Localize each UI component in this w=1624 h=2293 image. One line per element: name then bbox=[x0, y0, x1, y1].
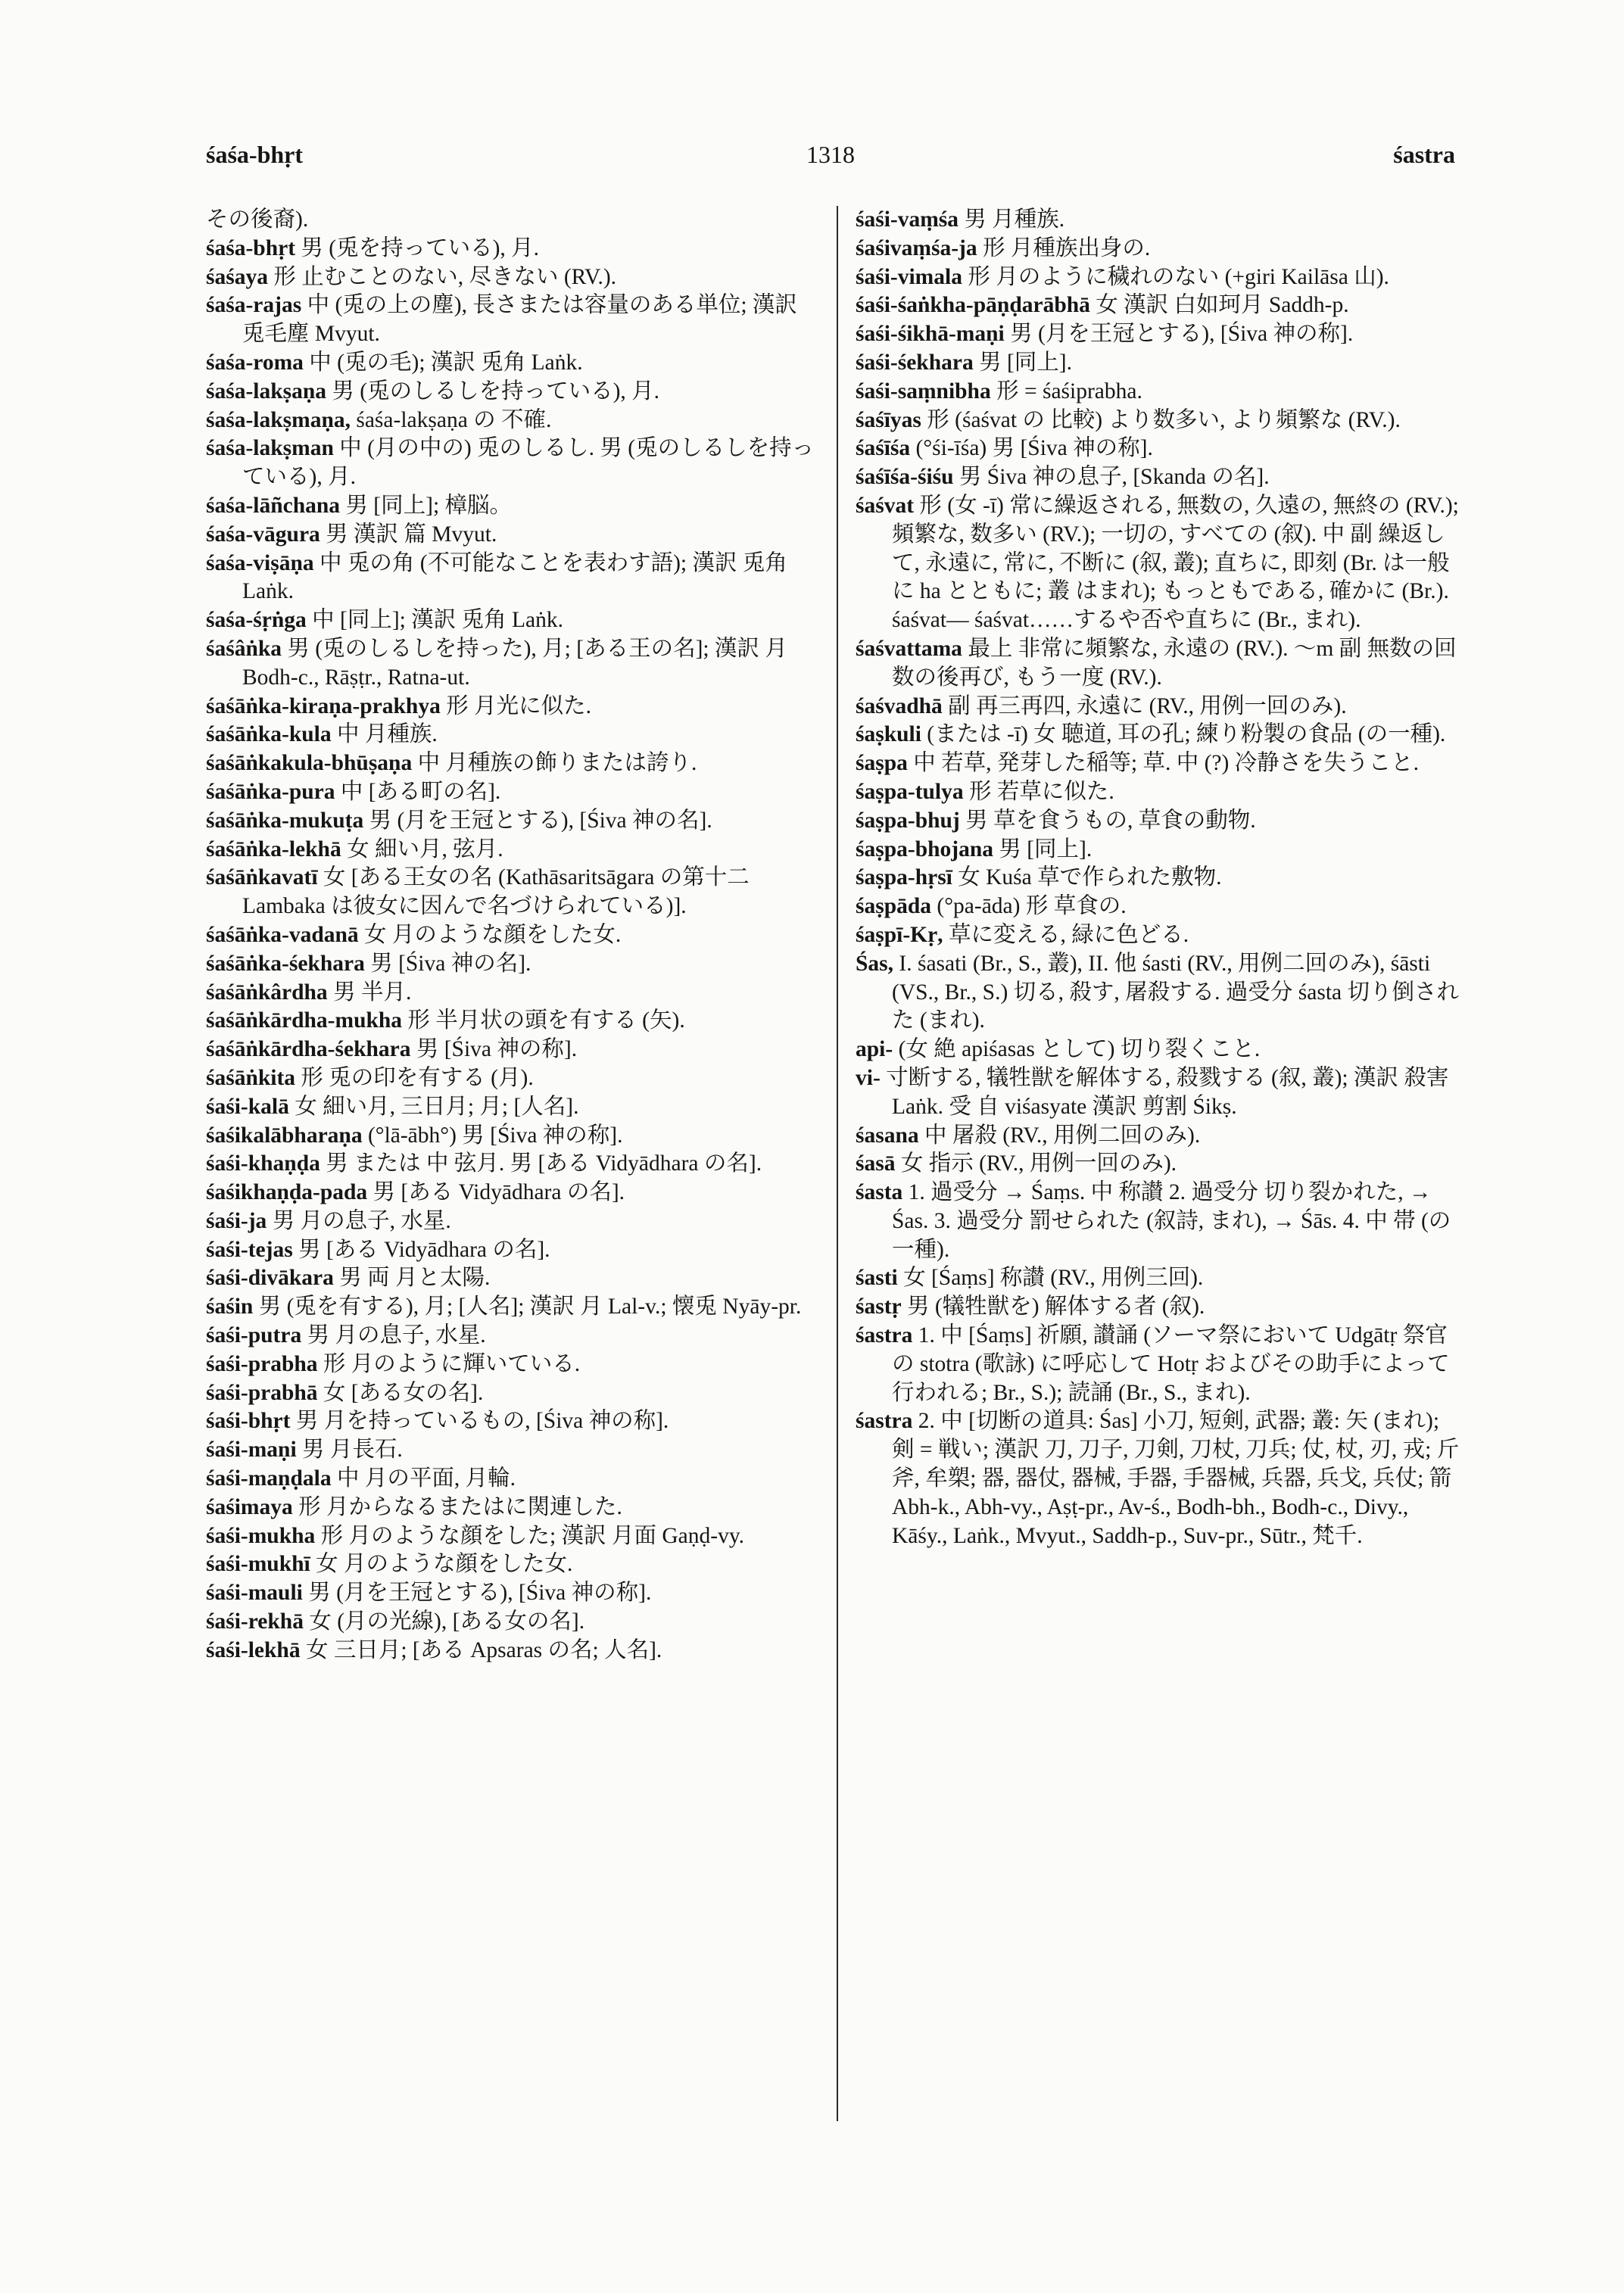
definition: 中 (月の中の) 兎のしるし. 男 (兎のしるしを持っている), 月. bbox=[242, 436, 815, 490]
headword: śaśi-vaṃśa bbox=[856, 207, 959, 232]
dictionary-entry bbox=[856, 407, 1465, 435]
dictionary-entry bbox=[206, 807, 819, 836]
dictionary-entry bbox=[206, 1179, 819, 1207]
headword: śaśi-lekhā bbox=[206, 1637, 301, 1662]
definition: 男 (兎を有する), 月; [人名]; 漢訳 月 Lal-v.; 懐兎 Nyāy-pr. bbox=[258, 1294, 802, 1319]
dictionary-entry bbox=[206, 1522, 819, 1551]
dictionary-entry bbox=[206, 1064, 819, 1093]
definition: 形 月のように輝いている. bbox=[323, 1351, 581, 1376]
dictionary-entry bbox=[856, 1322, 1465, 1407]
dictionary-entry bbox=[856, 721, 1465, 749]
definition: 男 (犠牲獣を) 解体する者 (叙). bbox=[907, 1294, 1205, 1319]
dictionary-entry bbox=[856, 206, 1465, 235]
headword: śaśi-vimala bbox=[856, 264, 962, 289]
dictionary-entry bbox=[206, 1465, 819, 1494]
definition: 形 月のように穢れのない (+giri Kailāsa 山). bbox=[968, 264, 1389, 289]
definition: 中 屠殺 (RV., 用例二回のみ). bbox=[924, 1123, 1201, 1148]
left-column bbox=[206, 206, 819, 1665]
definition: 女 Kuśa 草で作られた敷物. bbox=[958, 865, 1222, 890]
headword: śaṣpāda bbox=[856, 894, 932, 919]
headword: śaśāṅka-pura bbox=[206, 779, 335, 804]
definition: 形 月光に似た. bbox=[446, 693, 591, 718]
left-guide-word: śaśa-bhṛt bbox=[206, 141, 304, 168]
definition: 中 月種族. bbox=[336, 722, 438, 747]
dictionary-entry bbox=[856, 378, 1465, 407]
dictionary-entry bbox=[206, 435, 819, 492]
headword: śaśa-viṣāṇa bbox=[206, 550, 314, 575]
headword: śaśi-prabha bbox=[206, 1351, 318, 1376]
definition: 女 月のような顔をした女. bbox=[364, 922, 622, 947]
definition: 形 = śaśiprabha. bbox=[996, 379, 1142, 403]
definition: その後裔). bbox=[206, 207, 309, 232]
dictionary-entry bbox=[206, 521, 819, 550]
definition: 男 月の息子, 水星. bbox=[307, 1323, 486, 1348]
dictionary-entry bbox=[206, 1351, 819, 1379]
definition: (°pa-āda) 形 草食の. bbox=[937, 894, 1127, 919]
headword: śaśvat bbox=[856, 493, 915, 518]
headword: śaśi-putra bbox=[206, 1323, 302, 1348]
headword: śaśi-tejas bbox=[206, 1237, 293, 1262]
dictionary-entry bbox=[856, 1122, 1465, 1151]
dictionary-entry bbox=[206, 950, 819, 979]
definition: 男 または 中 弦月. 男 [ある Vidyādhara の名]. bbox=[326, 1151, 762, 1176]
dictionary-entry bbox=[206, 1550, 819, 1579]
headword: śaśāṅka-vadanā bbox=[206, 922, 359, 947]
headword: śasā bbox=[856, 1151, 896, 1176]
dictionary-entry bbox=[206, 1293, 819, 1322]
headword: śaśa-lāñchana bbox=[206, 493, 341, 518]
definition: 女 [ある王女の名 (Kathāsaritsāgara の第十二 Lambaka は彼女に因んで名づけられている)]. bbox=[242, 865, 750, 919]
dictionary-entry bbox=[206, 291, 819, 349]
headword: śaśāṅka-śekhara bbox=[206, 951, 365, 976]
dictionary-entry bbox=[206, 1608, 819, 1637]
headword: vi- bbox=[856, 1065, 881, 1090]
headword: śaśimaya bbox=[206, 1494, 293, 1519]
headword: śaśīyas bbox=[856, 407, 921, 432]
definition: śaśa-lakṣaṇa の 不確. bbox=[356, 407, 552, 432]
headword: śaṣpa-bhojana bbox=[856, 837, 993, 861]
dictionary-entry bbox=[856, 1293, 1465, 1322]
headword: śaśi-khaṇḍa bbox=[206, 1151, 320, 1176]
definition: 形 月種族出身の. bbox=[982, 235, 1151, 260]
headword: śaśāṅkārdha-śekhara bbox=[206, 1037, 411, 1062]
headword: śaṣpī-Kṛ, bbox=[856, 922, 943, 947]
right-column bbox=[856, 206, 1465, 1550]
definition: 男 草を食うもの, 草食の動物. bbox=[965, 808, 1256, 833]
definition: 女 (月の光線), [ある女の名]. bbox=[309, 1609, 585, 1634]
dictionary-entry bbox=[206, 492, 819, 521]
definition: 女 [Śaṃs] 称讃 (RV., 用例三回). bbox=[903, 1266, 1204, 1291]
dictionary-entry bbox=[206, 1264, 819, 1293]
dictionary-entry bbox=[206, 1236, 819, 1265]
headword: śaśi-mukha bbox=[206, 1523, 316, 1548]
definition: 男 (月を王冠とする), [Śiva 神の称]. bbox=[308, 1581, 652, 1606]
dictionary-entry bbox=[856, 1064, 1465, 1122]
headword: śaśi-ja bbox=[206, 1208, 267, 1233]
dictionary-entry bbox=[206, 1637, 819, 1665]
headword: śastṛ bbox=[856, 1294, 902, 1319]
definition: 男 [同上]. bbox=[999, 837, 1093, 861]
definition: 中 [ある町の名]. bbox=[340, 779, 501, 804]
headword: śaśvattama bbox=[856, 636, 962, 661]
definition: 形 (śaśvat の 比較) より数多い, より頻繁な (RV.). bbox=[927, 407, 1401, 432]
dictionary-entry bbox=[856, 1036, 1465, 1064]
headword: śaśa-rajas bbox=[206, 293, 302, 318]
definition: 形 月からなるまたはに関連した. bbox=[298, 1494, 622, 1519]
dictionary-entry bbox=[206, 864, 819, 921]
headword: śaṣpa-bhuj bbox=[856, 808, 960, 833]
dictionary-entry bbox=[206, 836, 819, 865]
definition: 中 (兎の上の塵), 長さまたは容量のある単位; 漢訳 兎毛塵 Mvyut. bbox=[242, 293, 797, 347]
definition: 中 (兎の毛); 漢訳 兎角 Laṅk. bbox=[309, 350, 583, 375]
headword: śaśāṅkavatī bbox=[206, 865, 318, 890]
headword: śaśi-maṇḍala bbox=[206, 1466, 332, 1491]
dictionary-entry bbox=[856, 693, 1465, 721]
definition: 形 兎の印を有する (月). bbox=[301, 1065, 534, 1090]
headword: śaśi-divākara bbox=[206, 1266, 334, 1291]
headword: śaśaya bbox=[206, 264, 268, 289]
headword: śaśāṅkārdha-mukha bbox=[206, 1008, 403, 1033]
definition: 形 止むことのない, 尽きない (RV.). bbox=[273, 264, 617, 289]
headword: śaśāṅkita bbox=[206, 1065, 296, 1090]
headword: śasta bbox=[856, 1180, 903, 1205]
headword: śaṣpa-hṛsī bbox=[856, 865, 952, 890]
definition: (または -ī) 女 聴道, 耳の孔; 練り粉製の食品 (の一種). bbox=[927, 722, 1446, 747]
dictionary-entry bbox=[206, 1007, 819, 1036]
headword: śaśi-śaṅkha-pāṇḍarābhā bbox=[856, 293, 1090, 318]
page-header bbox=[206, 141, 1455, 179]
headword: śaśāṅkârdha bbox=[206, 980, 328, 1005]
dictionary-entry bbox=[856, 320, 1465, 349]
definition: 男 [Śiva 神の称]. bbox=[416, 1037, 578, 1062]
definition: 女 [ある女の名]. bbox=[323, 1380, 484, 1405]
dictionary-entry bbox=[206, 1093, 819, 1122]
headword: śaśāṅka-kula bbox=[206, 722, 332, 747]
dictionary-entry bbox=[856, 435, 1465, 463]
definition: 女 指示 (RV., 用例一回のみ). bbox=[900, 1151, 1177, 1176]
headword: śaśi-kalā bbox=[206, 1094, 289, 1119]
definition: 男 [Śiva 神の名]. bbox=[370, 951, 531, 976]
headword: śasana bbox=[856, 1123, 919, 1148]
dictionary-entry bbox=[206, 1407, 819, 1436]
dictionary-entry bbox=[856, 235, 1465, 263]
headword: śaśa-roma bbox=[206, 350, 304, 375]
definition: 男 Śiva 神の息子, [Skanda の名]. bbox=[959, 465, 1270, 490]
dictionary-entry bbox=[856, 1407, 1465, 1550]
definition: 男 (兎のしるしを持った), 月; [ある王の名]; 漢訳 月 Bodh-c., Rāṣṭr., Ratna-ut. bbox=[242, 636, 787, 690]
headword: śaṣpa bbox=[856, 751, 908, 776]
dictionary-entry bbox=[856, 291, 1465, 320]
headword: śaśāṅka-kiraṇa-prakhya bbox=[206, 693, 441, 718]
headword: śaśi-śikhā-maṇi bbox=[856, 322, 1005, 347]
definition: 女 細い月, 三日月; 月; [人名]. bbox=[295, 1094, 579, 1119]
dictionary-entry bbox=[206, 263, 819, 292]
headword: śaśāṅka-lekhā bbox=[206, 837, 341, 861]
headword: śaśa-vāgura bbox=[206, 522, 320, 547]
headword: śaśikhaṇḍa-pada bbox=[206, 1180, 368, 1205]
definition: 男 両 月と太陽. bbox=[339, 1266, 491, 1291]
headword: śaṣpa-tulya bbox=[856, 779, 964, 804]
headword: śaśvadhā bbox=[856, 693, 943, 718]
dictionary-entry bbox=[206, 1036, 819, 1064]
right-guide-word: śastra bbox=[1393, 141, 1455, 168]
definition: 男 [ある Vidyādhara の名]. bbox=[298, 1237, 550, 1262]
headword: śaṣkuli bbox=[856, 722, 921, 747]
definition: 形 月のような顔をした; 漢訳 月面 Gaṇḍ-vy. bbox=[320, 1523, 745, 1548]
dictionary-entry bbox=[206, 979, 819, 1008]
dictionary-entry bbox=[856, 1150, 1465, 1179]
definition: 男 (月を王冠とする), [Śiva 神の名]. bbox=[369, 808, 712, 833]
dictionary-entry bbox=[206, 407, 819, 435]
headword: śaśi-saṃnibha bbox=[856, 379, 991, 403]
headword: śaśâṅka bbox=[206, 636, 282, 661]
definition: (女 絶 apiśasas として) 切り裂くこと. bbox=[898, 1037, 1261, 1062]
dictionary-entry bbox=[206, 235, 819, 263]
headword: śaśīśa-śiśu bbox=[856, 465, 954, 490]
definition: 中 若草, 発芽した稲等; 草. 中 (?) 冷静さを失うこと. bbox=[913, 751, 1420, 776]
dictionary-entry bbox=[206, 550, 819, 607]
definition: 1. 過受分 → Śaṃs. 中 称讃 2. 過受分 切り裂かれた, → Śas. 3. 過受分 罰せられた (叙詩, まれ), → Śās. 4. 中 帯 (の一種). bbox=[892, 1180, 1451, 1262]
definition: 中 兎の角 (不可能なことを表わす語); 漢訳 兎角 Laṅk. bbox=[242, 550, 787, 604]
definition: 男 半月. bbox=[333, 980, 412, 1005]
definition: 男 月長石. bbox=[302, 1438, 403, 1463]
dictionary-entry bbox=[206, 1379, 819, 1408]
definition: 男 (兎を持っている), 月. bbox=[301, 235, 540, 260]
definition: 2. 中 [切断の道具: Śas] 小刀, 短剣, 武器; 叢: 矢 (まれ); 剣 = 戦い; 漢訳 刀, 刀子, 刀剣, 刀杖, 刀兵; 仗, 杖, 刃, 戎; 斤斧, 牟槊; 器, 器仗, 器械, 手器, 手器械, 兵器, 兵戈, 兵仗; 箭 Abh-k., Abh-vy., Aṣṭ-pr., Av-ś., Bodh-bh., Bodh-c., Divy., Kāśy., Laṅk., Mvyut., Saddh-p., Suv-pr., Sūtr., 梵千. bbox=[892, 1409, 1460, 1548]
dictionary-entry bbox=[856, 1179, 1465, 1264]
dictionary-entry bbox=[856, 921, 1465, 950]
dictionary-entry bbox=[856, 864, 1465, 893]
headword: śaśi-mauli bbox=[206, 1581, 303, 1606]
definition: 形 (女 -ī) 常に繰返される, 無数の, 久遠の, 無終の (RV.); 頻繁な, 数多い (RV.); 一切の, すべての (叙). 中 副 繰返して, 永遠に, 常に, 不断に (叙, 叢); 直ちに, 即刻 (Br. は一般に ha とともに; 叢 はまれ); もっともである, 確かに (Br.). śaśvat— śaśvat……するや否や直ちに (Br., まれ). bbox=[892, 493, 1459, 633]
headword: śaśīśa bbox=[856, 436, 911, 461]
headword: śaśa-śṛṅga bbox=[206, 608, 307, 633]
headword: śastra bbox=[856, 1323, 913, 1348]
definition: 寸断する, 犠牲獣を解体する, 殺戮する (叙, 叢); 漢訳 殺害 Laṅk. 受 自 viśasyate 漢訳 剪割 Śikṣ. bbox=[886, 1065, 1449, 1119]
headword: śaśi-mukhī bbox=[206, 1552, 310, 1577]
definition: 男 [同上]. bbox=[979, 350, 1072, 375]
headword: śasti bbox=[856, 1266, 898, 1291]
definition: 女 月のような顔をした女. bbox=[316, 1552, 573, 1577]
dictionary-entry bbox=[856, 893, 1465, 921]
definition: 形 若草に似た. bbox=[969, 779, 1114, 804]
dictionary-entry bbox=[206, 1207, 819, 1236]
dictionary-entry bbox=[856, 349, 1465, 378]
definition: 男 漢訳 篇 Mvyut. bbox=[326, 522, 497, 547]
dictionary-entry bbox=[206, 778, 819, 807]
headword: śastra bbox=[856, 1409, 913, 1434]
headword: śaśikalābharaṇa bbox=[206, 1123, 363, 1148]
dictionary-entry bbox=[206, 1494, 819, 1522]
headword: api- bbox=[856, 1037, 893, 1062]
definition: I. śasati (Br., S., 叢), II. 他 śasti (RV., 用例二回のみ), śāsti (VS., Br., S.) 切る, 殺す, 屠殺する. 過受分 śasta 切り倒された (まれ). bbox=[892, 951, 1459, 1033]
dictionary-entry bbox=[206, 349, 819, 378]
dictionary-entry bbox=[856, 1264, 1465, 1293]
dictionary-entry bbox=[206, 635, 819, 693]
dictionary-entry bbox=[856, 463, 1465, 492]
dictionary-entry bbox=[206, 606, 819, 635]
dictionary-entry bbox=[856, 492, 1465, 635]
dictionary-entry bbox=[856, 950, 1465, 1036]
dictionary-entry bbox=[856, 778, 1465, 807]
headword: śaśa-lakṣaṇa bbox=[206, 379, 327, 403]
definition: 形 半月状の頭を有する (矢). bbox=[407, 1008, 685, 1033]
headword: śaśāṅka-mukuṭa bbox=[206, 808, 364, 833]
headword: śaśāṅkakula-bhūṣaṇa bbox=[206, 751, 413, 776]
headword: śaśivaṃśa-ja bbox=[856, 235, 977, 260]
headword: śaśa-bhṛt bbox=[206, 235, 296, 260]
definition: 女 漢訳 白如珂月 Saddh-p. bbox=[1096, 293, 1349, 318]
dictionary-entry bbox=[206, 1322, 819, 1351]
definition: 男 (兎のしるしを持っている), 月. bbox=[332, 379, 660, 403]
definition: 男 月種族. bbox=[964, 207, 1065, 232]
definition: 1. 中 [Śaṃs] 祈願, 讃誦 (ソーマ祭において Udgātṛ 祭官の stotra (歌詠) に呼応して Hotṛ およびその助手によって行われる; Br., S.); 読誦 (Br., S., まれ). bbox=[892, 1323, 1450, 1405]
headword: śaśi-rekhā bbox=[206, 1609, 304, 1634]
definition: (°śi-īśa) 男 [Śiva 神の称]. bbox=[915, 436, 1153, 461]
page-number: 1318 bbox=[806, 141, 855, 168]
definition: 副 再三再四, 永遠に (RV., 用例一回のみ). bbox=[948, 693, 1347, 718]
dictionary-entry bbox=[856, 263, 1465, 292]
definition: 男 (月を王冠とする), [Śiva 神の称]. bbox=[1010, 322, 1354, 347]
headword: śaśa-lakṣman bbox=[206, 436, 334, 461]
dictionary-entry bbox=[206, 1122, 819, 1151]
dictionary-entry bbox=[206, 721, 819, 749]
headword: śaśi-bhṛt bbox=[206, 1409, 291, 1434]
headword: śaśi-prabhā bbox=[206, 1380, 318, 1405]
definition: 草に変える, 緑に色どる. bbox=[948, 922, 1189, 947]
dictionary-entry bbox=[206, 1150, 819, 1179]
definition: 男 月を持っているもの, [Śiva 神の称]. bbox=[295, 1409, 669, 1434]
dictionary-entry bbox=[206, 749, 819, 778]
headword: śaśi-śekhara bbox=[856, 350, 974, 375]
definition: 中 [同上]; 漢訳 兎角 Laṅk. bbox=[312, 608, 563, 633]
headword: Śas, bbox=[856, 951, 894, 976]
definition: (°lā-ābh°) 男 [Śiva 神の称]. bbox=[367, 1123, 623, 1148]
definition: 中 月種族の飾りまたは誇り. bbox=[417, 751, 697, 776]
dictionary-entry bbox=[206, 693, 819, 721]
dictionary-entry bbox=[206, 206, 819, 235]
definition: 女 三日月; [ある Apsaras の名; 人名]. bbox=[305, 1637, 662, 1662]
headword: śaśin bbox=[206, 1294, 254, 1319]
column-divider bbox=[837, 206, 838, 2121]
definition: 男 月の息子, 水星. bbox=[272, 1208, 451, 1233]
headword: śaśa-lakṣmaṇa, bbox=[206, 407, 351, 432]
definition: 男 [同上]; 樟脳。 bbox=[345, 493, 513, 518]
dictionary-entry bbox=[206, 378, 819, 407]
definition: 中 月の平面, 月輪. bbox=[336, 1466, 516, 1491]
definition: 最上 非常に頻繁な, 永遠の (RV.). ～m 副 無数の回数の後再び, もう一度 (RV.). bbox=[892, 636, 1457, 690]
definition: 女 細い月, 弦月. bbox=[347, 837, 503, 861]
dictionary-entry bbox=[856, 749, 1465, 778]
dictionary-entry bbox=[856, 635, 1465, 693]
dictionary-entry bbox=[206, 1579, 819, 1608]
dictionary-entry bbox=[206, 921, 819, 950]
dictionary-entry bbox=[206, 1436, 819, 1465]
definition: 男 [ある Vidyādhara の名]. bbox=[372, 1180, 625, 1205]
dictionary-entry bbox=[856, 807, 1465, 836]
dictionary-entry bbox=[856, 836, 1465, 865]
headword: śaśi-maṇi bbox=[206, 1438, 297, 1463]
